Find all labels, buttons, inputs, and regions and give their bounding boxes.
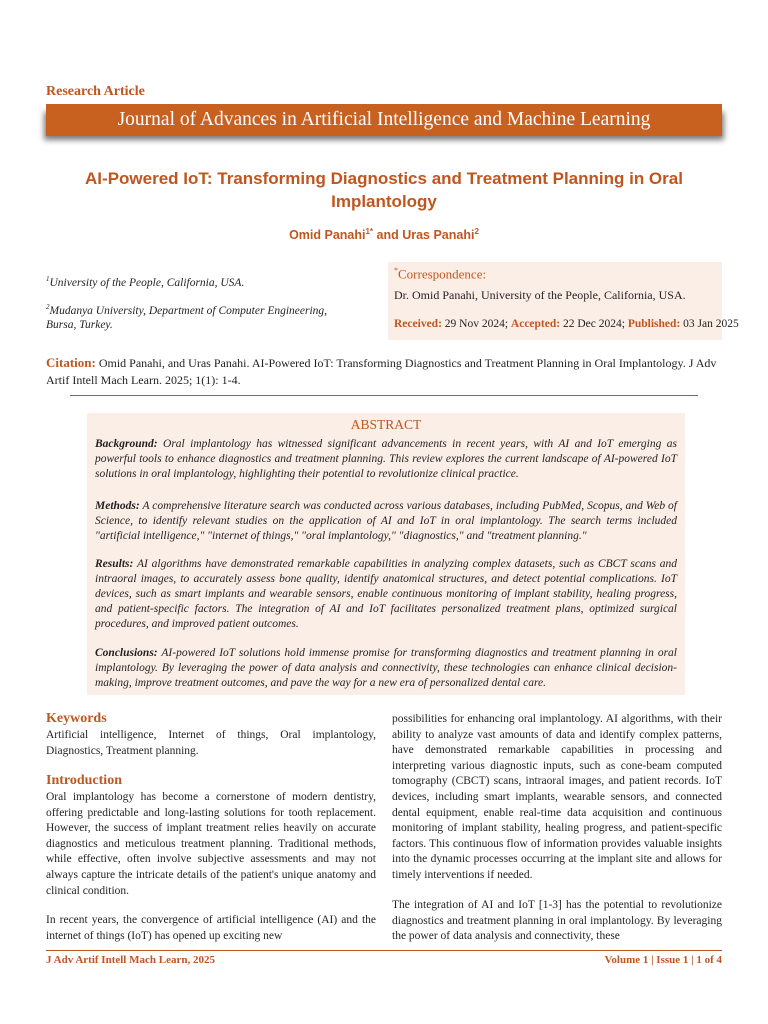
- accepted-date: 22 Dec 2024;: [562, 318, 625, 330]
- paper-title: AI-Powered IoT: Transforming Diagnostics and Treatment Planning in Oral Implantology: [85, 169, 683, 211]
- author-joiner: and: [373, 228, 403, 243]
- footer-divider: [46, 950, 722, 951]
- abstract-title: ABSTRACT: [350, 417, 422, 432]
- affiliation-text: University of the People, California, USA.: [49, 276, 245, 289]
- citation-text: Omid Panahi, and Uras Panahi. AI-Powered IoT: Transforming Diagnostics and Treatment Planning in Oral Implantology. J Adv Artif Intell Mach Learn. 2025; 1(1): 1-4.: [46, 356, 717, 387]
- abstract-text: AI-powered IoT solutions hold immense promise for transforming diagnostics and treatment planning in oral implantology. By leveraging the power of data analysis and connectivity, these technologies can enhance clinical decision-making, improve treatment outcomes, and pave the way for a new era of personalized dental care.: [95, 647, 677, 689]
- footer-journal: J Adv Artif Intell Mach Learn, 2025: [46, 954, 215, 966]
- received-date: 29 Nov 2024;: [444, 318, 509, 330]
- journal-banner: Journal of Advances in Artificial Intelligence and Machine Learning: [46, 104, 722, 136]
- abstract-paragraph: [95, 499, 677, 544]
- received-label: Received:: [394, 318, 442, 330]
- introduction-heading: Introduction: [46, 773, 122, 788]
- abstract-label: Results:: [95, 558, 134, 570]
- abstract-label: Methods:: [95, 500, 140, 512]
- correspondence-text: Dr. Omid Panahi, University of the People, California, USA.: [394, 288, 686, 302]
- accepted-label: Accepted:: [510, 318, 561, 330]
- affiliation-text: Mudanya University, Department of Computer Engineering, Bursa, Turkey.: [46, 304, 328, 331]
- abstract-text: AI algorithms have demonstrated remarkable capabilities in analyzing complex datasets, such as CBCT scans and intraoral images, to accurately assess bone quality, identify anatomical structures, and detect potential complications. IoT devices, such as smart implants and wearable sensors, enable continuous monitoring of implant stability, healing progress, and patient-specific factors. The integration of AI and IoT facilitates personalized treatment plans, optimized surgical procedures, and improved patient outcomes.: [95, 558, 677, 630]
- correspondence-heading: [394, 266, 486, 282]
- body-paragraph: Oral implantology has become a cornerstone of modern dentistry, offering predictable and long-lasting solutions for tooth replacement. However, the success of implant treatment relies heavily on accurate diagnostics and meticulous treatment planning. Traditional methods, while effective, often involve subjective assessments and may not always capture the intricate details of the patient's unique anatomy and clinical condition.: [46, 791, 376, 897]
- divider: [70, 395, 698, 396]
- correspondence-sup: *: [394, 266, 398, 275]
- abstract-paragraph: [95, 646, 677, 691]
- abstract-text: A comprehensive literature search was conducted across various databases, including PubMed, Scopus, and Web of Science, to identify relevant studies on the application of AI and IoT in oral implantology. The search terms included "artificial intelligence," "internet of things," "oral implantology," "diagnostics," and "treatment planning.": [95, 500, 678, 542]
- affiliation: [46, 300, 358, 332]
- publication-dates: [394, 318, 739, 330]
- author-sup: 1*: [365, 227, 374, 236]
- author-sup: 2: [474, 227, 479, 236]
- published-date: 03 Jan 2025: [683, 318, 739, 330]
- published-label: Published:: [627, 318, 681, 330]
- keywords-text: Artificial intelligence, Internet of things, Oral implantology, Diagnostics, Treatment planning.: [46, 729, 376, 757]
- abstract-paragraph: [95, 437, 677, 482]
- abstract-paragraph: [95, 557, 677, 632]
- correspondence-label: Correspondence:: [398, 266, 487, 282]
- keywords-heading: Keywords: [46, 711, 107, 726]
- abstract-label: Conclusions:: [95, 647, 158, 659]
- affiliation-sup: 1: [46, 275, 50, 283]
- affiliation: [46, 272, 358, 290]
- author-name: Uras Panahi: [402, 228, 475, 243]
- author-line: [0, 227, 768, 242]
- citation: [46, 354, 722, 389]
- abstract-text: Oral implantology has witnessed significant advancements in recent years, with AI and IoT emerging as powerful tools to enhance diagnostics and treatment planning. This review explores the current landscape of AI-powered IoT solutions in oral implantology, highlighting their potential to revolutionize clinical practice.: [95, 438, 677, 480]
- article-type-label: Research Article: [46, 84, 145, 99]
- abstract-label: Background:: [95, 438, 158, 450]
- footer-page-info: Volume 1 | Issue 1 | 1 of 4: [604, 954, 722, 966]
- author-name: Omid Panahi: [289, 228, 366, 243]
- body-paragraph: possibilities for enhancing oral implantology. AI algorithms, with their ability to analyze vast amounts of data and identify complex patterns, have demonstrated remarkable capabilities in processing and interpreting various diagnostic inputs, such as cone-beam computed tomography (CBCT) scans, intraoral images, and patient records. IoT devices, including smart implants, wearable sensors, and connected dental equipment, enable real-time data acquisition and continuous monitoring of implant stability, healing progress, and patient-specific factors. This continuous flow of information provides valuable insights into the dynamic processes occurring at the implant site and allows for timely interventions if needed.: [392, 713, 722, 881]
- citation-label: Citation:: [46, 355, 96, 370]
- body-paragraph: The integration of AI and IoT [1-3] has the potential to revolutionize diagnostics and treatment planning in oral implantology. By leveraging the power of data analysis and connectivity, these: [392, 899, 722, 943]
- body-paragraph: In recent years, the convergence of artificial intelligence (AI) and the internet of things (IoT) has opened up exciting new: [46, 914, 376, 942]
- affiliation-sup: 2: [46, 303, 50, 311]
